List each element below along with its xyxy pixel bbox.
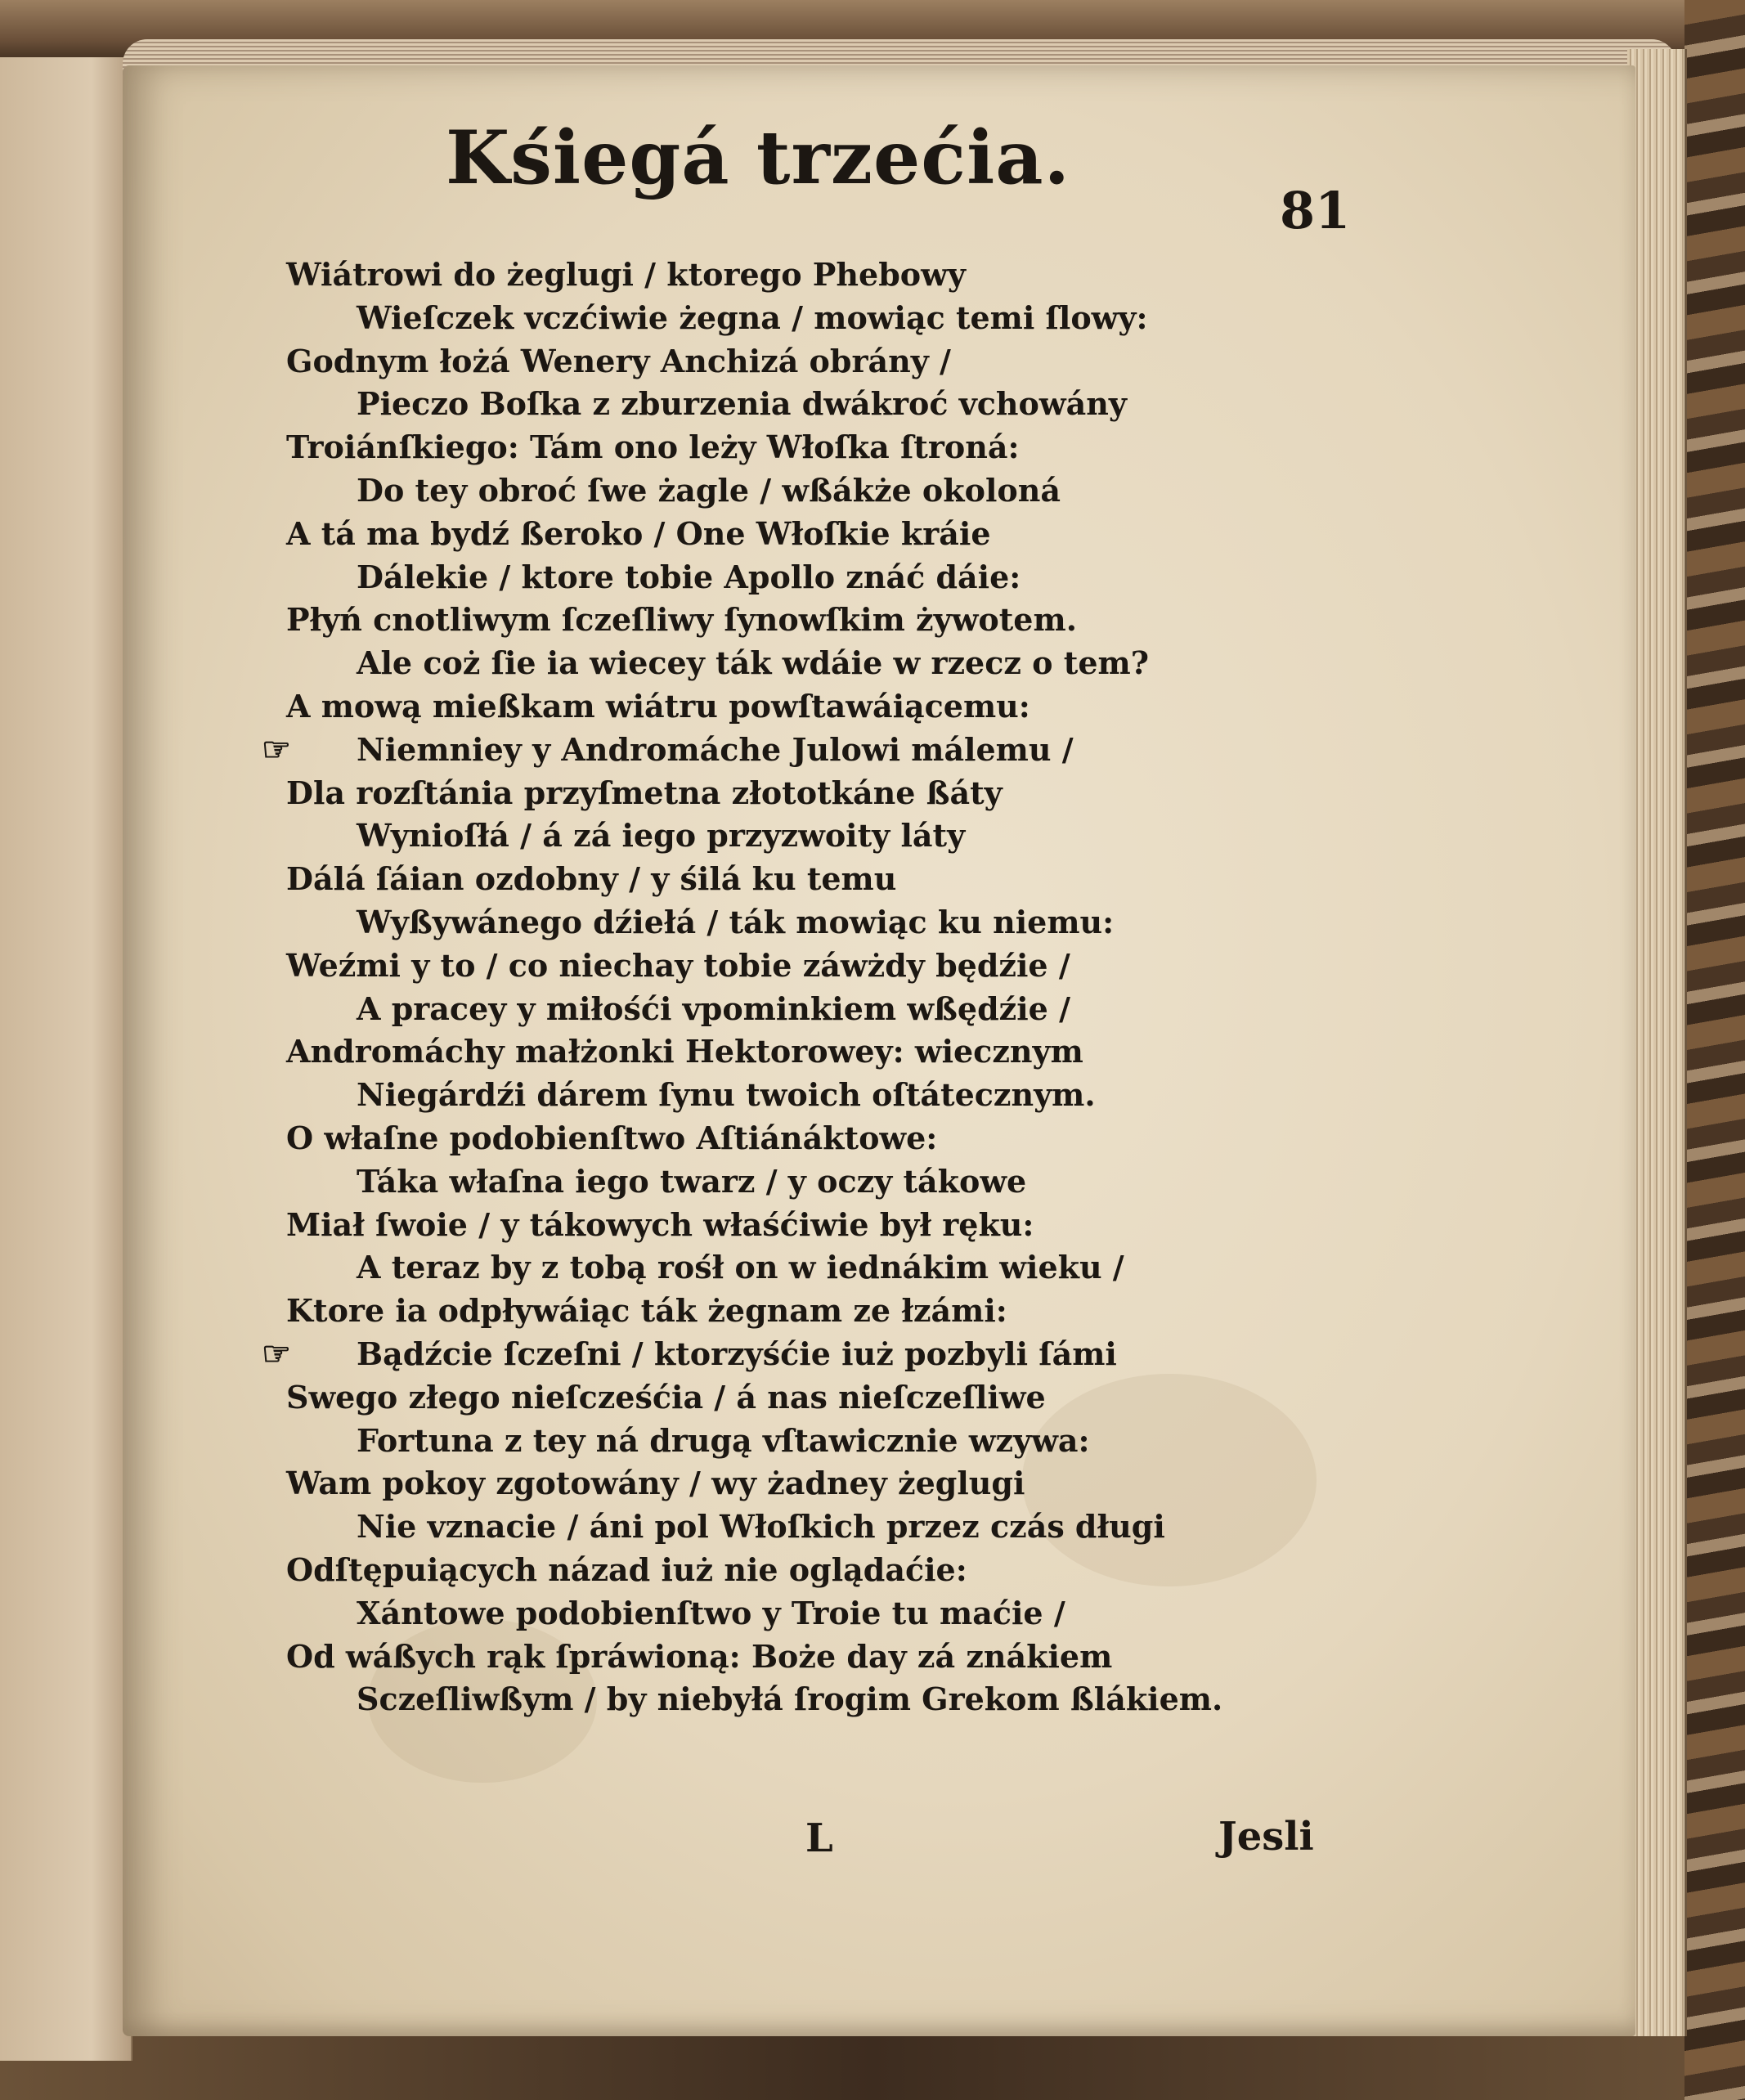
verse-text: Troiánſkiego: Tám ono leży Włoſka ſtroná: — [286, 429, 1020, 466]
verse-line — [286, 1117, 1431, 1160]
verse-text: Nie vznacie / áni pol Włoſkich przez czás długi — [357, 1508, 1165, 1546]
verse-text: Niegárdźi dárem ſynu twoich oſtátecznym. — [357, 1076, 1096, 1114]
verse-line — [286, 1376, 1431, 1420]
folio-number: 81 — [1280, 181, 1351, 240]
verse-line — [286, 1160, 1431, 1204]
verse-text: Weźmi y to / co niechay tobie záwżdy będźie / — [286, 946, 1070, 984]
verse-line — [286, 1204, 1431, 1247]
verse-text: Wam pokoy zgotowány / wy żadney żeglugi — [286, 1465, 1025, 1502]
verse-line — [286, 642, 1431, 685]
verse-text: Ktore ia odpływáiąc ták żegnam ze łzámi: — [286, 1292, 1007, 1330]
page-stack-right — [1627, 49, 1687, 2036]
verse-line — [286, 1505, 1431, 1549]
verse-line — [286, 297, 1431, 340]
verse-line — [286, 858, 1431, 901]
verse-text: A teraz by z tobą rośł on w iednákim wieku / — [357, 1249, 1124, 1286]
verse-line — [262, 1333, 1431, 1376]
verse-text: A pracey y miłośći vpominkiem wßędźie / — [357, 989, 1070, 1027]
verse-text: Dálá ſáian ozdobny / y śilá ku temu — [286, 860, 897, 898]
verse-text: O właſne podobienſtwo Aſtiánáktowe: — [286, 1119, 938, 1156]
verse-line — [286, 814, 1431, 858]
verse-line — [286, 340, 1431, 384]
verse-line — [286, 1290, 1431, 1333]
book-cover-edge — [1684, 0, 1745, 2100]
verse-text: Wyßywánego dźiełá / ták mowiąc ku niemu: — [357, 903, 1115, 940]
verse-line — [286, 1636, 1431, 1679]
verse-text: Od wáßych rąk ſpráwioną: Boże day zá znákiem — [286, 1637, 1113, 1675]
verse-line — [286, 1030, 1431, 1074]
verse-line — [286, 556, 1431, 599]
verse-line — [286, 901, 1431, 945]
verse-line — [286, 1420, 1431, 1463]
verse-text: A tá ma bydź ßeroko / One Włoſkie kráie — [286, 514, 991, 552]
verse-line — [286, 772, 1431, 815]
verse-line — [286, 1549, 1431, 1592]
paragraph-mark-icon: ☞ — [262, 1334, 291, 1373]
verse-text: A mową mießkam wiátru powſtawáiącemu: — [286, 687, 1030, 725]
verse-text: Táka właſna iego twarz / y oczy tákowe — [357, 1162, 1027, 1200]
verso-page-edge — [0, 57, 132, 2061]
verse-text: Odſtępuiących názad iuż nie oglądaćie: — [286, 1550, 967, 1588]
verse-text: Fortuna z tey ná drugą vſtawicznie wzywa: — [357, 1421, 1090, 1459]
verse-text: Wieſczek vczćiwie żegna / mowiąc temi ſlowy: — [357, 298, 1148, 336]
verse-line — [286, 1678, 1431, 1721]
verse-text: Andromáchy małżonki Hektorowey: wiecznym — [286, 1033, 1083, 1070]
verse-line — [286, 1592, 1431, 1636]
catchword: Jesli — [1218, 1814, 1314, 1860]
verse-list — [262, 254, 1431, 1721]
verse-text: Godnym łożá Wenery Anchizá obrány / — [286, 342, 951, 379]
verse-line — [262, 729, 1431, 772]
verse-line — [286, 599, 1431, 642]
verse-text: Do tey obroć ſwe żagle / wßákże okoloná — [357, 471, 1061, 509]
verse-text: Miał ſwoie / y tákowych właśćiwie był ręku: — [286, 1205, 1034, 1243]
verse-text: Xántowe podobienſtwo y Troie tu maćie / — [357, 1594, 1065, 1631]
verse-line — [286, 945, 1431, 988]
signature-mark: L — [805, 1815, 833, 1861]
verse-text: Wynioſłá / á zá iego przyzwoity láty — [357, 817, 966, 855]
verse-text: Pieczo Boſka z zburzenia dwákroć vchowány — [357, 385, 1127, 423]
verse-text: Bądźcie ſczeſni / ktorzyśćie iuż pozbyli ſámi — [357, 1335, 1117, 1372]
paragraph-mark-icon: ☞ — [262, 729, 291, 769]
verse-line — [286, 426, 1431, 469]
verse-line — [286, 383, 1431, 426]
verse-text: Ale coż ſie ia wiecey ták wdáie w rzecz o tem? — [357, 644, 1149, 682]
verse-line — [286, 685, 1431, 729]
verse-line — [286, 988, 1431, 1031]
verse-text: Dálekie / ktore tobie Apollo znáć dáie: — [357, 558, 1021, 595]
verse-line — [286, 469, 1431, 513]
verse-text: Dla rozſtánia przyſmetna złototkáne ßáty — [286, 774, 1003, 811]
running-heading: Kśiegá trzećia. — [446, 114, 1070, 201]
verse-line — [286, 513, 1431, 556]
verse-text: Niemniey y Andromáche Julowi málemu / — [357, 730, 1074, 768]
verse-line — [286, 254, 1431, 297]
verse-text: Wiátrowi do żeglugi / ktorego Phebowy — [286, 256, 966, 293]
verse-line — [286, 1246, 1431, 1290]
verse-text: Swego złego nieſcześćia / á nas nieſczeſliwe — [286, 1378, 1046, 1416]
verse-line — [286, 1074, 1431, 1117]
verse-text: Sczeſliwßym / by niebyłá ſrogim Grekom ßlákiem. — [357, 1680, 1223, 1718]
verse-text: Płyń cnotliwym ſczeſliwy ſynowſkim żywotem. — [286, 601, 1077, 639]
verse-line — [286, 1462, 1431, 1505]
